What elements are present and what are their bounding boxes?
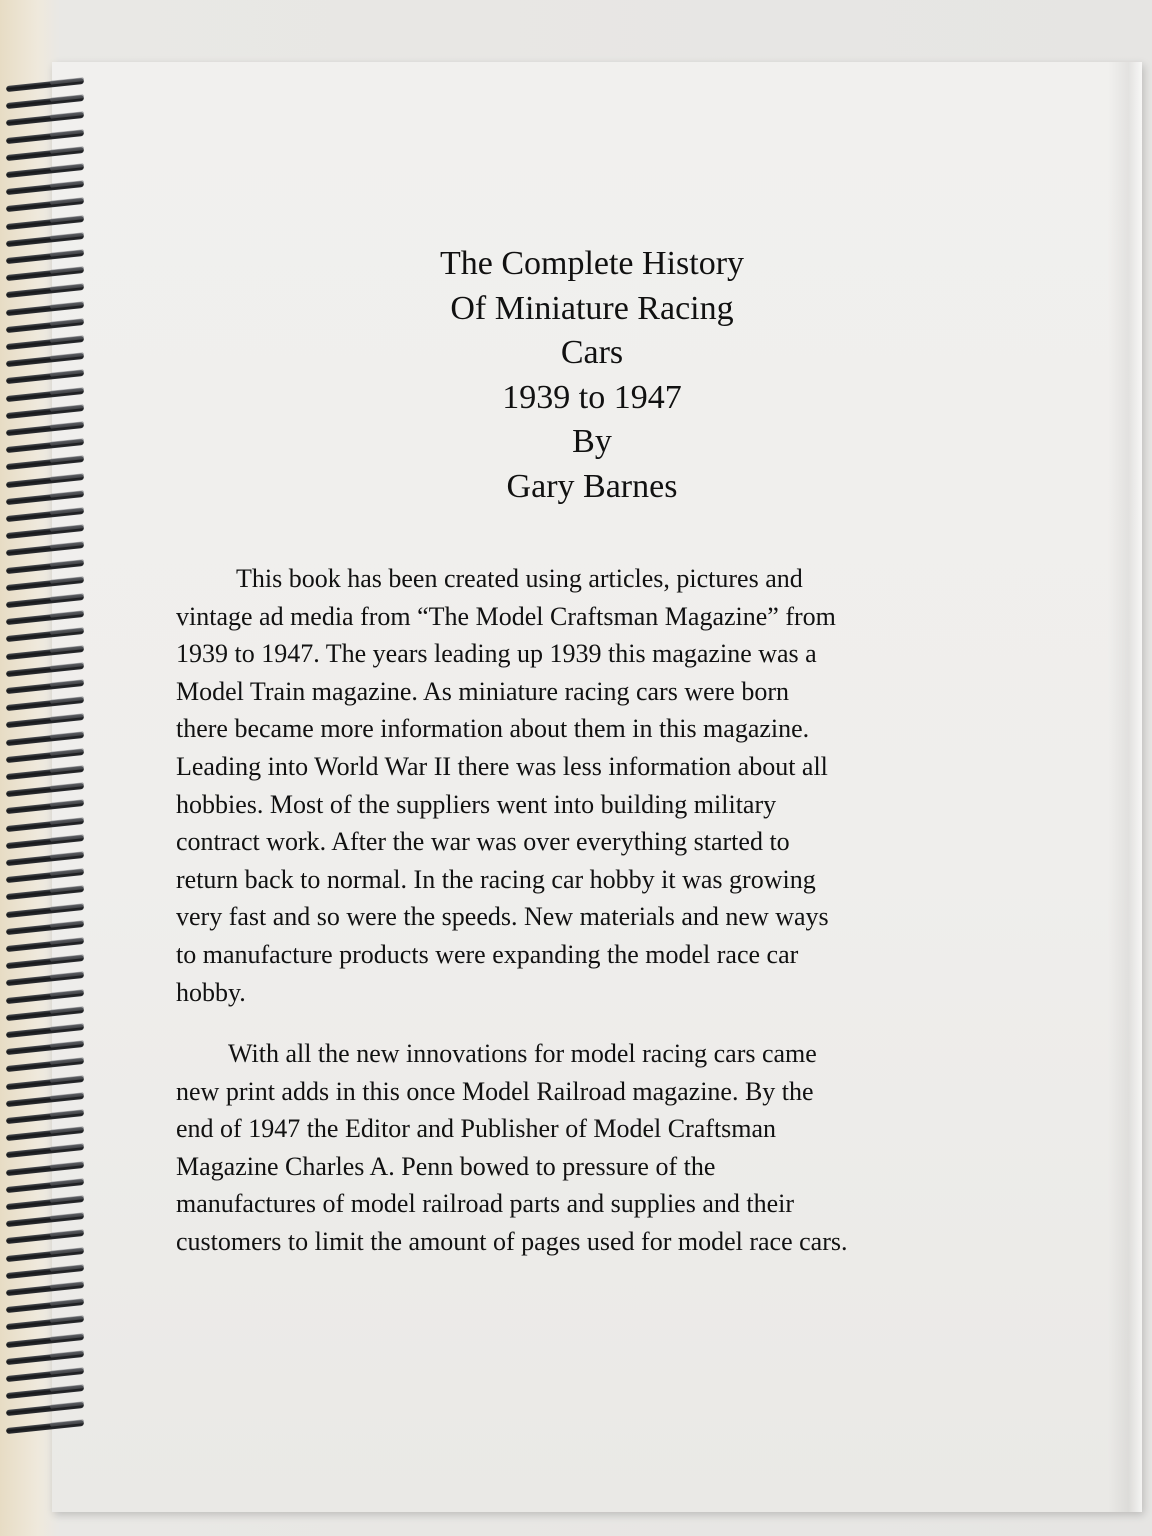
text-line: return back to normal. In the racing car hobby it was growing — [176, 864, 816, 894]
spiral-coil — [6, 680, 86, 695]
spiral-coil — [6, 1420, 86, 1435]
spiral-coil — [6, 1179, 86, 1194]
spiral-coil — [6, 749, 86, 764]
paragraph-2 — [176, 1035, 1016, 1261]
spiral-coil — [6, 1110, 86, 1125]
spiral-coil — [6, 525, 86, 540]
spiral-coil — [6, 319, 86, 334]
title-line: Gary Barnes — [506, 467, 678, 505]
spiral-coil — [6, 353, 86, 368]
spiral-coil — [6, 955, 86, 970]
text-line: Leading into World War II there was less information about all — [176, 751, 828, 781]
spiral-coil — [6, 1230, 86, 1245]
spiral-coil — [6, 181, 86, 196]
text-line: very fast and so were the speeds. New materials and new ways — [176, 902, 829, 932]
spiral-coil — [6, 800, 86, 815]
text-line: end of 1947 the Editor and Publisher of Model Craftsman — [176, 1114, 777, 1144]
spiral-coil — [6, 972, 86, 987]
spiral-coil — [6, 766, 86, 781]
spiral-coil — [6, 456, 86, 471]
text-line: manufactures of model railroad parts and supplies and their — [176, 1189, 795, 1219]
title-line: By — [572, 423, 612, 460]
spiral-coil — [6, 336, 86, 351]
spiral-coil — [6, 491, 86, 506]
paragraph-1 — [176, 560, 1016, 1011]
spiral-coil — [6, 1402, 86, 1417]
spiral-coil — [6, 112, 86, 127]
spiral-coil — [6, 852, 86, 867]
spiral-coil — [6, 646, 86, 661]
spiral-coil — [6, 474, 86, 489]
title-line: Cars — [560, 334, 624, 371]
spiral-coil — [6, 1162, 86, 1177]
text-line: Model Train magazine. As miniature racing cars were born — [176, 676, 789, 706]
spiral-coil — [6, 1076, 86, 1091]
spiral-coil — [6, 147, 86, 162]
spiral-coil — [6, 198, 86, 213]
spiral-coil — [6, 1213, 86, 1228]
spiral-coil — [6, 1299, 86, 1314]
spiral-coil — [6, 164, 86, 179]
spiral-coil — [6, 439, 86, 454]
spiral-coil — [6, 1024, 86, 1039]
spiral-coil — [6, 732, 86, 747]
title-line: Of Miniature Racing — [450, 289, 734, 327]
spiral-coil — [6, 869, 86, 884]
spiral-coil — [6, 921, 86, 936]
spiral-coil — [6, 990, 86, 1005]
spiral-coil — [6, 1351, 86, 1366]
spiral-coil — [6, 130, 86, 145]
spiral-coil — [6, 1368, 86, 1383]
spiral-coil — [6, 938, 86, 953]
title-line: 1939 to 1947 — [502, 378, 682, 416]
spiral-coil — [6, 628, 86, 643]
spiral-coil — [6, 1248, 86, 1263]
spiral-coil — [6, 1385, 86, 1400]
page-edge — [1108, 62, 1142, 1512]
text-line: contract work. After the war was over everything started to — [176, 827, 790, 857]
spiral-coil — [6, 594, 86, 609]
text-line: This book has been created using articles, pictures and — [236, 564, 803, 593]
spiral-coil — [6, 508, 86, 523]
spiral-coil — [6, 388, 86, 403]
spiral-coil — [6, 302, 86, 317]
spiral-coil — [6, 233, 86, 248]
spiral-coil — [6, 95, 86, 110]
text-line: hobbies. Most of the suppliers went into building military — [176, 789, 777, 819]
spiral-coil — [6, 1127, 86, 1142]
spiral-coil — [6, 1265, 86, 1280]
spiral-coil — [6, 577, 86, 592]
spiral-coil — [6, 542, 86, 557]
text-line: With all the new innovations for model racing cars came — [228, 1039, 817, 1068]
text-line: vintage ad media from “The Model Craftsman Magazine” from — [176, 601, 836, 631]
spiral-coil — [6, 370, 86, 385]
spiral-coil — [6, 1058, 86, 1073]
spiral-coil — [6, 818, 86, 833]
title-line: The Complete History — [439, 245, 745, 282]
title-block — [290, 242, 894, 509]
spiral-coil — [6, 1007, 86, 1022]
text-line: there became more information about them in this magazine. — [176, 714, 810, 744]
spiral-coil — [6, 611, 86, 626]
spiral-coil — [6, 1041, 86, 1056]
spiral-coil — [6, 422, 86, 437]
text-line: 1939 to 1947. The years leading up 1939 this magazine was a — [176, 639, 817, 669]
text-line: customers to limit the amount of pages used for model race cars. — [176, 1226, 848, 1256]
spiral-coil — [6, 783, 86, 798]
text-line: new print adds in this once Model Railroad magazine. By the — [176, 1076, 814, 1106]
spiral-coil — [6, 1093, 86, 1108]
text-line: hobby. — [176, 977, 246, 1007]
text-line: to manufacture products were expanding the model race car — [176, 939, 799, 969]
spiral-coil — [6, 250, 86, 265]
spiral-coil — [6, 267, 86, 282]
spiral-coil — [6, 1282, 86, 1297]
spiral-coil — [6, 1334, 86, 1349]
spiral-coil — [6, 835, 86, 850]
spiral-coil — [6, 405, 86, 420]
spiral-coil — [6, 1196, 86, 1211]
spiral-coil — [6, 78, 86, 93]
spiral-coil — [6, 663, 86, 678]
spiral-binding — [0, 78, 92, 1438]
spiral-coil — [6, 1144, 86, 1159]
spiral-coil — [6, 216, 86, 231]
spiral-coil — [6, 886, 86, 901]
spiral-coil — [6, 904, 86, 919]
spiral-coil — [6, 560, 86, 575]
spiral-coil — [6, 697, 86, 712]
spiral-coil — [6, 284, 86, 299]
text-line: Magazine Charles A. Penn bowed to pressure of the — [176, 1151, 716, 1181]
spiral-coil — [6, 1316, 86, 1331]
spiral-coil — [6, 714, 86, 729]
